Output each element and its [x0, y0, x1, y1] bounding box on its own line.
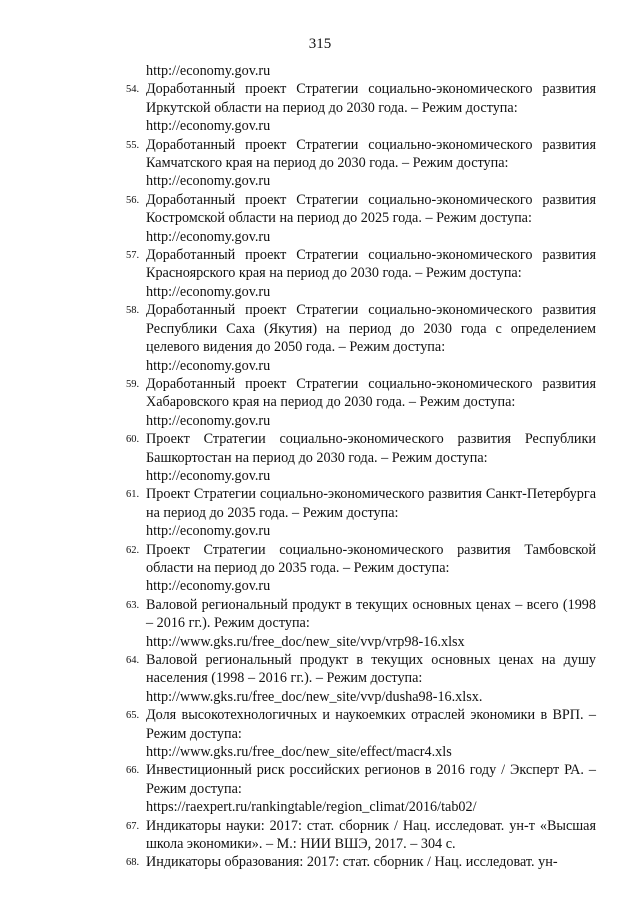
entry-text: Доработанный проект Стратегии социально-экономического развития Костромской области на период до 2025 года. – Режим доступа: [146, 191, 596, 227]
entries-container [126, 80, 596, 871]
entry-number: 55. [126, 139, 140, 151]
entry-text: Валовой региональный продукт в текущих основных ценах – всего (1998 – 2016 гг.). Режим доступа: [146, 596, 596, 632]
entry-text: Проект Стратегии социально-экономического развития Тамбовской области на период до 2035 года. – Режим доступа: [146, 541, 596, 576]
entry-number: 68. [126, 857, 140, 869]
entry-url[interactable]: http://economy.gov.ru [146, 523, 271, 540]
entry-url[interactable]: http://www.gks.ru/free_doc/new_site/effect/macr4.xls [146, 744, 452, 761]
entry-number: 60. [126, 434, 140, 446]
entry-text: Доработанный проект Стратегии социально-экономического развития Камчатского края на период до 2030 года. – Режим доступа: [146, 136, 596, 172]
entry-text: Проект Стратегии социально-экономического развития Санкт-Петербурга на период до 2035 года. – Режим доступа: [146, 486, 596, 521]
entry-number: 61. [126, 489, 140, 501]
bibliography-entry [126, 301, 596, 375]
entry-number: 66. [126, 765, 140, 777]
entry-number: 63. [126, 599, 140, 611]
bibliography-entry [126, 651, 596, 706]
bibliography-entry [126, 817, 596, 854]
entry-text: Доработанный проект Стратегии социально-экономического развития Иркутской области на период до 2030 года. – Режим доступа: [146, 81, 596, 116]
entry-url[interactable]: http://economy.gov.ru [146, 118, 271, 135]
entry-text: Инвестиционный риск российских регионов в 2016 году / Эксперт РА. – Режим доступа: [146, 762, 596, 797]
bibliography-entry [126, 541, 596, 596]
entry-text: Доля высокотехнологичных и наукоемких отраслей экономики в ВРП. – Режим доступа: [146, 707, 596, 742]
entry-number: 57. [126, 250, 140, 262]
bibliography-list [126, 62, 596, 872]
bibliography-entry [126, 191, 596, 246]
continuation-url: http://economy.gov.ru [146, 63, 271, 79]
page-number: 315 [308, 36, 332, 52]
entry-text: Индикаторы науки: 2017: стат. сборник / Нац. исследоват. ун-т «Высшая школа экономики». – М.: НИИ ВШЭ, 2017. – 304 с. [146, 817, 596, 853]
entry-number: 64. [126, 655, 140, 666]
entry-text: Доработанный проект Стратегии социально-экономического развития Хабаровского края на период до 2030 года. – Режим доступа: [146, 375, 596, 411]
entry-number: 54. [126, 84, 140, 96]
entry-number: 59. [126, 378, 140, 390]
entry-number: 58. [126, 305, 140, 317]
bibliography-entry [126, 136, 596, 191]
bibliography-entry [126, 375, 596, 430]
bibliography-entry [126, 485, 596, 540]
entry-url[interactable]: http://economy.gov.ru [146, 357, 271, 374]
bibliography-entry [126, 246, 596, 301]
entry-text: Индикаторы образования: 2017: стат. сборник / Нац. исследоват. ун- [146, 854, 558, 871]
entry-url[interactable]: http://economy.gov.ru [146, 283, 271, 300]
entry-url[interactable]: http://economy.gov.ru [146, 412, 271, 429]
bibliography-entry [126, 761, 596, 816]
entry-number: 62. [126, 544, 140, 556]
entry-url[interactable]: http://economy.gov.ru [146, 173, 271, 190]
entry-text: Доработанный проект Стратегии социально-экономического развития Красноярского края на период до 2030 года. – Режим доступа: [146, 247, 596, 282]
bibliography-entry [126, 853, 596, 871]
bibliography-entry [126, 80, 596, 135]
bibliography-entry [126, 430, 596, 485]
entry-number: 67. [126, 820, 140, 832]
entry-url[interactable]: http://economy.gov.ru [146, 578, 271, 595]
entry-url[interactable]: http://www.gks.ru/free_doc/new_site/vvp/dusha98-16.xlsx. [146, 688, 483, 705]
entry-url[interactable]: http://economy.gov.ru [146, 228, 271, 245]
entry-url[interactable]: https://raexpert.ru/rankingtable/region_climat/2016/tab02/ [146, 799, 477, 816]
entry-url[interactable]: http://economy.gov.ru [146, 467, 271, 484]
entry-text: Доработанный проект Стратегии социально-экономического развития Республики Саха (Якутия) на период до 2030 года с определением целевого видения до 2050 года. – Режим доступа: [146, 302, 596, 356]
bibliography-entry [126, 596, 596, 651]
entry-url[interactable]: http://www.gks.ru/free_doc/new_site/vvp/vrp98-16.xlsx [146, 633, 465, 650]
entry-text: Проект Стратегии социально-экономического развития Республики Башкортостан на период до 2030 года. – Режим доступа: [146, 431, 596, 466]
entry-number: 65. [126, 710, 140, 722]
bibliography-entry [126, 706, 596, 761]
entry-number: 56. [126, 194, 140, 206]
entry-text: Валовой региональный продукт в текущих основных ценах на душу населения (1998 – 2016 гг.). – Режим доступа: [146, 652, 596, 687]
